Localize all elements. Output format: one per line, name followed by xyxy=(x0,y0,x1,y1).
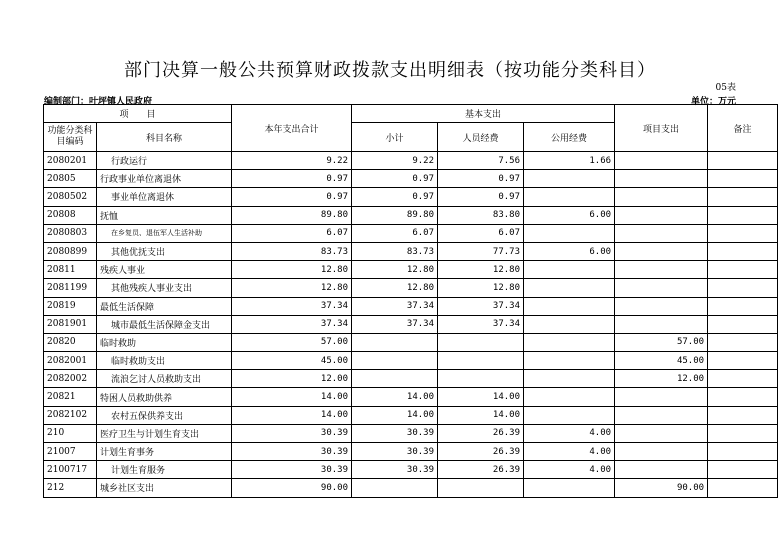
cell-project: 12.00 xyxy=(615,370,708,388)
cell-name: 临时救助 xyxy=(97,333,232,351)
cell-remark xyxy=(708,152,778,170)
cell-subtotal: 30.39 xyxy=(352,443,438,461)
cell-code: 20805 xyxy=(44,170,97,188)
header-code: 功能分类科目编码 xyxy=(44,123,97,152)
cell-project xyxy=(615,424,708,442)
cell-personnel: 83.80 xyxy=(438,206,524,224)
cell-project xyxy=(615,297,708,315)
cell-personnel xyxy=(438,479,524,497)
cell-code: 20819 xyxy=(44,297,97,315)
cell-code: 2082002 xyxy=(44,370,97,388)
cell-remark xyxy=(708,170,778,188)
form-number: 05表 xyxy=(715,83,736,93)
cell-personnel: 0.97 xyxy=(438,170,524,188)
unit-label: 单位：万元 xyxy=(690,97,736,107)
cell-project xyxy=(615,224,708,242)
cell-subtotal xyxy=(352,479,438,497)
cell-total: 37.34 xyxy=(232,315,352,333)
cell-public xyxy=(524,370,615,388)
cell-personnel: 0.97 xyxy=(438,188,524,206)
cell-subtotal: 83.73 xyxy=(352,242,438,260)
cell-public xyxy=(524,479,615,497)
cell-remark xyxy=(708,443,778,461)
cell-remark xyxy=(708,352,778,370)
cell-public xyxy=(524,261,615,279)
table-row xyxy=(44,479,778,497)
cell-remark xyxy=(708,297,778,315)
cell-remark xyxy=(708,261,778,279)
cell-personnel: 6.07 xyxy=(438,224,524,242)
cell-personnel: 26.39 xyxy=(438,424,524,442)
cell-name: 事业单位离退休 xyxy=(97,188,232,206)
cell-public xyxy=(524,170,615,188)
cell-code: 212 xyxy=(44,479,97,497)
table-row xyxy=(44,370,778,388)
cell-total: 14.00 xyxy=(232,406,352,424)
cell-subtotal xyxy=(352,370,438,388)
cell-public: 4.00 xyxy=(524,461,615,479)
cell-subtotal: 0.97 xyxy=(352,188,438,206)
cell-public xyxy=(524,188,615,206)
table-row xyxy=(44,261,778,279)
cell-public: 4.00 xyxy=(524,424,615,442)
cell-project: 57.00 xyxy=(615,333,708,351)
cell-personnel: 26.39 xyxy=(438,461,524,479)
cell-public: 1.66 xyxy=(524,152,615,170)
cell-personnel: 26.39 xyxy=(438,443,524,461)
cell-subtotal: 9.22 xyxy=(352,152,438,170)
cell-subtotal: 14.00 xyxy=(352,406,438,424)
cell-name: 农村五保供养支出 xyxy=(97,406,232,424)
cell-personnel: 14.00 xyxy=(438,388,524,406)
cell-remark xyxy=(708,406,778,424)
header-remark: 备注 xyxy=(708,105,778,152)
table-row xyxy=(44,242,778,260)
cell-remark xyxy=(708,224,778,242)
cell-total: 89.80 xyxy=(232,206,352,224)
cell-remark xyxy=(708,479,778,497)
cell-project xyxy=(615,242,708,260)
cell-project xyxy=(615,170,708,188)
cell-remark xyxy=(708,333,778,351)
cell-name: 行政事业单位离退休 xyxy=(97,170,232,188)
cell-name: 特困人员救助供养 xyxy=(97,388,232,406)
cell-subtotal: 30.39 xyxy=(352,461,438,479)
header-total: 本年支出合计 xyxy=(232,105,352,152)
cell-total: 0.97 xyxy=(232,188,352,206)
cell-subtotal: 0.97 xyxy=(352,170,438,188)
cell-remark xyxy=(708,461,778,479)
header-public: 公用经费 xyxy=(524,123,615,152)
cell-name: 在乡复员、退伍军人生活补助 xyxy=(97,224,232,242)
cell-personnel: 12.80 xyxy=(438,279,524,297)
header-subtotal: 小计 xyxy=(352,123,438,152)
cell-total: 30.39 xyxy=(232,424,352,442)
cell-project xyxy=(615,406,708,424)
cell-total: 12.80 xyxy=(232,279,352,297)
cell-project: 45.00 xyxy=(615,352,708,370)
cell-public xyxy=(524,333,615,351)
cell-remark xyxy=(708,388,778,406)
cell-public: 4.00 xyxy=(524,443,615,461)
cell-code: 20821 xyxy=(44,388,97,406)
cell-subtotal: 14.00 xyxy=(352,388,438,406)
cell-name: 流浪乞讨人员救助支出 xyxy=(97,370,232,388)
cell-total: 12.80 xyxy=(232,261,352,279)
cell-subtotal: 12.80 xyxy=(352,279,438,297)
cell-subtotal: 30.39 xyxy=(352,424,438,442)
cell-name: 城乡社区支出 xyxy=(97,479,232,497)
cell-total: 45.00 xyxy=(232,352,352,370)
cell-name: 其他残疾人事业支出 xyxy=(97,279,232,297)
report-title: 部门决算一般公共预算财政拨款支出明细表（按功能分类科目） xyxy=(124,60,656,81)
cell-personnel: 7.56 xyxy=(438,152,524,170)
table-row xyxy=(44,279,778,297)
cell-public xyxy=(524,224,615,242)
cell-project: 90.00 xyxy=(615,479,708,497)
cell-total: 12.00 xyxy=(232,370,352,388)
cell-project xyxy=(615,461,708,479)
cell-personnel xyxy=(438,370,524,388)
cell-project xyxy=(615,443,708,461)
cell-total: 30.39 xyxy=(232,443,352,461)
cell-public xyxy=(524,297,615,315)
table-row xyxy=(44,188,778,206)
cell-total: 6.07 xyxy=(232,224,352,242)
table-row xyxy=(44,224,778,242)
cell-code: 2082102 xyxy=(44,406,97,424)
cell-code: 2100717 xyxy=(44,461,97,479)
table-row xyxy=(44,152,778,170)
cell-remark xyxy=(708,188,778,206)
cell-code: 2080803 xyxy=(44,224,97,242)
cell-personnel: 12.80 xyxy=(438,261,524,279)
cell-personnel: 77.73 xyxy=(438,242,524,260)
cell-remark xyxy=(708,315,778,333)
cell-total: 14.00 xyxy=(232,388,352,406)
table-row xyxy=(44,461,778,479)
cell-personnel xyxy=(438,333,524,351)
table-row xyxy=(44,388,778,406)
cell-personnel: 14.00 xyxy=(438,406,524,424)
cell-subtotal: 89.80 xyxy=(352,206,438,224)
cell-subtotal: 37.34 xyxy=(352,315,438,333)
cell-subtotal xyxy=(352,352,438,370)
table-row xyxy=(44,297,778,315)
cell-project xyxy=(615,279,708,297)
cell-code: 20820 xyxy=(44,333,97,351)
cell-code: 2080899 xyxy=(44,242,97,260)
cell-name: 医疗卫生与计划生育支出 xyxy=(97,424,232,442)
cell-total: 37.34 xyxy=(232,297,352,315)
cell-public xyxy=(524,352,615,370)
cell-name: 抚恤 xyxy=(97,206,232,224)
cell-code: 2080502 xyxy=(44,188,97,206)
cell-personnel: 37.34 xyxy=(438,297,524,315)
cell-personnel xyxy=(438,352,524,370)
cell-personnel: 37.34 xyxy=(438,315,524,333)
cell-project xyxy=(615,261,708,279)
cell-public xyxy=(524,315,615,333)
cell-total: 83.73 xyxy=(232,242,352,260)
cell-total: 0.97 xyxy=(232,170,352,188)
cell-total: 9.22 xyxy=(232,152,352,170)
cell-public: 6.00 xyxy=(524,242,615,260)
cell-name: 行政运行 xyxy=(97,152,232,170)
cell-project xyxy=(615,206,708,224)
cell-subtotal: 12.80 xyxy=(352,261,438,279)
table-row xyxy=(44,424,778,442)
header-name: 科目名称 xyxy=(97,123,232,152)
cell-public xyxy=(524,279,615,297)
table-row xyxy=(44,443,778,461)
cell-project xyxy=(615,152,708,170)
cell-remark xyxy=(708,424,778,442)
cell-subtotal xyxy=(352,333,438,351)
header-personnel: 人员经费 xyxy=(438,123,524,152)
table-row xyxy=(44,170,778,188)
cell-subtotal: 6.07 xyxy=(352,224,438,242)
expenditure-table xyxy=(43,104,778,498)
cell-remark xyxy=(708,279,778,297)
cell-code: 210 xyxy=(44,424,97,442)
header-basic: 基本支出 xyxy=(352,105,615,123)
cell-name: 最低生活保障 xyxy=(97,297,232,315)
table-body xyxy=(44,152,778,498)
table-row xyxy=(44,206,778,224)
header-item: 项 目 xyxy=(44,105,232,123)
cell-name: 其他优抚支出 xyxy=(97,242,232,260)
department-label: 编制部门：叶坪镇人民政府 xyxy=(44,97,153,107)
cell-remark xyxy=(708,370,778,388)
cell-remark xyxy=(708,206,778,224)
cell-project xyxy=(615,315,708,333)
table-row xyxy=(44,406,778,424)
cell-name: 临时救助支出 xyxy=(97,352,232,370)
cell-code: 20811 xyxy=(44,261,97,279)
cell-code: 2081901 xyxy=(44,315,97,333)
cell-project xyxy=(615,388,708,406)
cell-code: 2082001 xyxy=(44,352,97,370)
cell-code: 2080201 xyxy=(44,152,97,170)
cell-name: 计划生育事务 xyxy=(97,443,232,461)
cell-subtotal: 37.34 xyxy=(352,297,438,315)
cell-name: 城市最低生活保障金支出 xyxy=(97,315,232,333)
cell-name: 计划生育服务 xyxy=(97,461,232,479)
cell-name: 残疾人事业 xyxy=(97,261,232,279)
table-row xyxy=(44,352,778,370)
table-row xyxy=(44,315,778,333)
cell-public: 6.00 xyxy=(524,206,615,224)
cell-code: 2081199 xyxy=(44,279,97,297)
header-project: 项目支出 xyxy=(615,105,708,152)
cell-public xyxy=(524,388,615,406)
cell-code: 20808 xyxy=(44,206,97,224)
cell-total: 90.00 xyxy=(232,479,352,497)
cell-public xyxy=(524,406,615,424)
table-row xyxy=(44,333,778,351)
cell-remark xyxy=(708,242,778,260)
cell-total: 57.00 xyxy=(232,333,352,351)
cell-project xyxy=(615,188,708,206)
cell-total: 30.39 xyxy=(232,461,352,479)
cell-code: 21007 xyxy=(44,443,97,461)
